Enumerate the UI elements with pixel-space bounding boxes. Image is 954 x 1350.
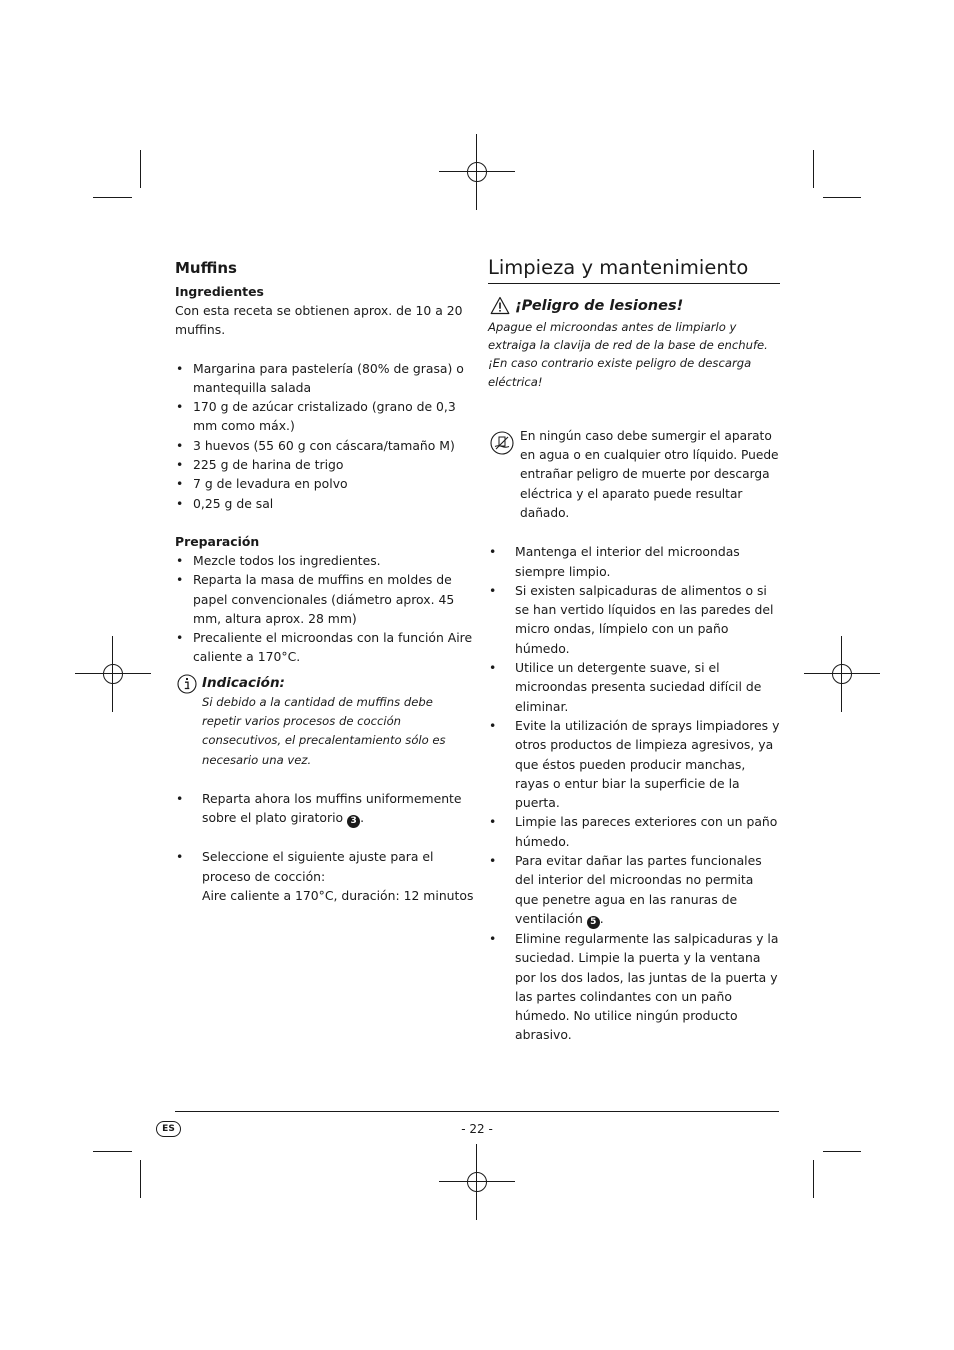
registration-mark bbox=[75, 636, 151, 712]
list-item: • Para evitar dañar las partes funcionales del interior del microondas no permita que penetre agua en las ranuras de ventilación 5 . bbox=[488, 851, 780, 929]
crop-mark bbox=[823, 1151, 861, 1152]
list-item: • Mezcle todos los ingredientes. bbox=[175, 551, 475, 570]
crop-mark bbox=[813, 150, 814, 188]
left-column bbox=[175, 254, 475, 905]
ingredients-list bbox=[175, 359, 475, 513]
vent-text: Para evitar dañar las partes funcionales del interior del microondas no permita que penetre agua en las ranuras de ventilación bbox=[515, 853, 762, 926]
ref-number-badge: 5 bbox=[587, 916, 600, 929]
steps-list bbox=[175, 789, 475, 828]
note-block bbox=[175, 673, 475, 770]
cleaning-list bbox=[488, 542, 780, 1044]
no-immerse-icon bbox=[490, 431, 514, 461]
info-icon bbox=[177, 674, 197, 699]
warning-text: Apague el microondas antes de limpiarlo y extraiga la clavija de red de la base de enchufe. ¡En caso contrario existe peligro de descarga eléctrica! bbox=[488, 320, 768, 389]
preparation-heading: Preparación bbox=[175, 533, 260, 549]
crop-mark bbox=[93, 1151, 132, 1152]
step-select: Seleccione el siguiente ajuste para el proceso de cocción: bbox=[202, 849, 434, 884]
crop-mark bbox=[823, 197, 861, 198]
list-item: • Si existen salpicaduras de alimentos o si se han vertido líquidos en las paredes del micro ondas, límpielo con un paño húmedo. bbox=[488, 581, 780, 658]
muffins-heading: Muffins bbox=[175, 259, 237, 277]
list-item: • Limpie las pareces exteriores con un paño húmedo. bbox=[488, 812, 780, 851]
list-item: • Utilice un detergente suave, si el microondas presenta suciedad difícil de eliminar. bbox=[488, 658, 780, 716]
warning-block bbox=[488, 296, 780, 316]
registration-mark bbox=[439, 1144, 515, 1220]
registration-mark bbox=[804, 636, 880, 712]
list-item bbox=[175, 847, 475, 905]
warning-triangle-icon bbox=[490, 296, 510, 320]
crop-mark bbox=[93, 197, 132, 198]
warning-title: ¡Peligro de lesiones! bbox=[515, 298, 684, 314]
list-item: • 7 g de levadura en polvo bbox=[175, 474, 475, 493]
page-number: - 22 - bbox=[461, 1122, 493, 1136]
ingredients-intro: Con esta receta se obtienen aprox. de 10 a 20 muffins. bbox=[175, 303, 463, 338]
ingredients-heading: Ingredientes bbox=[175, 284, 264, 299]
list-item: • Reparta ahora los muffins uniformemente sobre el plato giratorio 3 . bbox=[175, 789, 475, 828]
note-text: Si debido a la cantidad de muffins debe repetir varios procesos de cocción consecutivos, el precalentamiento sólo es necesario una vez. bbox=[202, 694, 446, 767]
list-item: • Precaliente el microondas con la función Aire caliente a 170°C. bbox=[175, 628, 475, 667]
section-title: Limpieza y mantenimiento bbox=[488, 254, 780, 284]
preparation-list bbox=[175, 551, 475, 667]
list-item: • Reparta la masa de muffins en moldes de papel convencionales (diámetro aprox. 45 mm, altura aprox. 28 mm) bbox=[175, 570, 475, 628]
right-column bbox=[488, 254, 780, 1045]
step-setting: Aire caliente a 170°C, duración: 12 minutos bbox=[202, 887, 474, 903]
crop-mark bbox=[140, 1160, 141, 1198]
crop-mark bbox=[140, 150, 141, 188]
list-item: • Margarina para pastelería (80% de grasa) o mantequilla salada bbox=[175, 359, 475, 398]
registration-mark bbox=[439, 134, 515, 210]
list-item: • Elimine regularmente las salpicaduras y la suciedad. Limpie la puerta y la ventana por los dos lados, las juntas de la puerta y las partes colindantes con un paño húmedo. No utilice ningún producto abrasivo. bbox=[488, 929, 780, 1045]
step-distribute: Reparta ahora los muffins uniformemente sobre el plato giratorio bbox=[202, 790, 462, 826]
list-item: • Evite la utilización de sprays limpiadores y otros productos de limpieza agresivos, ya que éstos pueden producir manchas, rayas o entur biar la superficie de la puerta. bbox=[488, 716, 780, 812]
note-title: Indicación: bbox=[202, 674, 285, 691]
ref-number-badge: 3 bbox=[347, 815, 360, 828]
steps-list bbox=[175, 847, 475, 905]
list-item: • 0,25 g de sal bbox=[175, 494, 475, 513]
language-badge: ES bbox=[156, 1121, 181, 1137]
footer-rule bbox=[175, 1111, 779, 1112]
list-item: • 3 huevos (55 60 g con cáscara/tamaño M) bbox=[175, 436, 475, 455]
list-item: • 170 g de azúcar cristalizado (grano de 0,3 mm como máx.) bbox=[175, 397, 475, 436]
no-immerse-text: En ningún caso debe sumergir el aparato en agua o en cualquier otro líquido. Puede entrañar peligro de muerte por descarga eléctrica y el aparato puede resultar dañado. bbox=[520, 428, 779, 520]
list-item: • Mantenga el interior del microondas siempre limpio. bbox=[488, 542, 780, 581]
no-immerse-block bbox=[488, 427, 780, 523]
crop-mark bbox=[813, 1160, 814, 1198]
list-item: • 225 g de harina de trigo bbox=[175, 455, 475, 474]
